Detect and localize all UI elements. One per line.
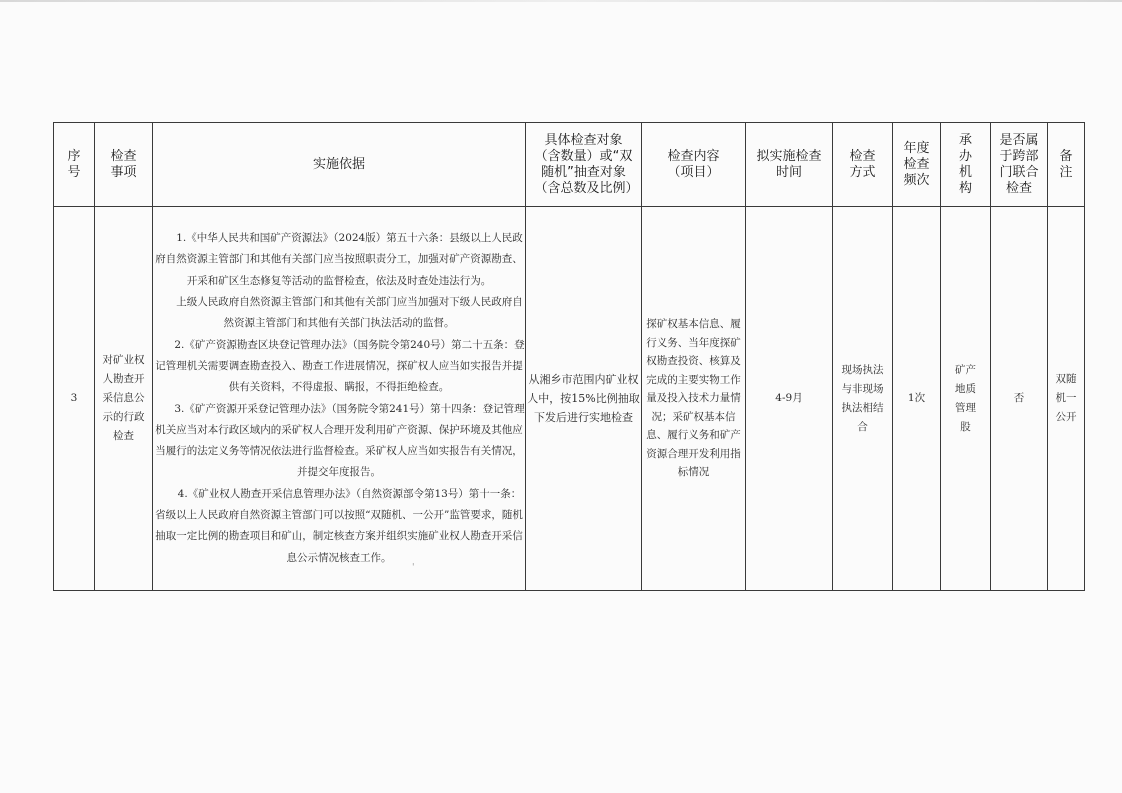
basis-paragraph-2: 上级人民政府自然资源主管部门和其他有关部门应当加强对下级人民政府自然资源主管部门和其他有关部门执法活动的监督。 — [176, 296, 523, 330]
row-index: 3 — [54, 207, 95, 591]
table-row — [54, 207, 1085, 591]
header-object: 具体检查对象（含数量）或“双随机”抽查对象（含总数及比例） — [526, 123, 642, 207]
basis-paragraph-4: 3.《矿产资源开采登记管理办法》（国务院令第241号）第十四条：登记管理机关应当对本行政区域内的采矿权人合理开发利用矿产资源、保护环境及其他应当履行的法定义务等情况依法进行监督检查。采矿权人应当如实报告有关情况，并提交年度报告。 — [155, 402, 525, 479]
header-joint: 是否属于跨部门联合检查 — [991, 123, 1048, 207]
row-remark: 双随机一公开 — [1048, 207, 1085, 591]
header-frequency: 年度检查频次 — [893, 123, 941, 207]
basis-paragraph-1: 1.《中华人民共和国矿产资源法》（2024版）第五十六条：县级以上人民政府自然资源主管部门和其他有关部门应当按照职责分工，加强对矿产资源勘查、开采和矿区生态修复等活动的监督检查，依法及时查处违法行为。 — [155, 232, 523, 287]
header-item: 检查事项 — [95, 123, 153, 207]
basis-paragraph-5: 4.《矿业权人勘查开采信息管理办法》（自然资源部令第13号）第十一条：省级以上人民政府自然资源主管部门可以按照“双随机、一公开”监管要求，随机抽取一定比例的勘查项目和矿山，制定核查方案并组织实施矿业权人勘查开采信息公示情况核查工作。 — [155, 487, 523, 564]
header-time: 拟实施检查时间 — [746, 123, 833, 207]
row-content: 探矿权基本信息、履行义务、当年度探矿权勘查投资、核算及完成的主要实物工作量及投入技术力量情况；采矿权基本信息、履行义务和矿产资源合理开发利用指标情况 — [642, 207, 746, 591]
row-frequency: 1次 — [893, 207, 941, 591]
row-time: 4-9月 — [746, 207, 833, 591]
row-joint: 否 — [991, 207, 1048, 591]
header-basis: 实施依据 — [153, 123, 526, 207]
header-row — [54, 123, 1085, 207]
row-item: 对矿业权人勘查开采信息公示的行政检查 — [95, 207, 153, 591]
row-basis — [153, 207, 526, 591]
scan-edge — [0, 0, 1122, 2]
header-remark: 备注 — [1048, 123, 1085, 207]
stray-mark: ' — [412, 563, 415, 573]
row-method: 现场执法与非现场执法相结合 — [833, 207, 893, 591]
header-agency: 承办机构 — [941, 123, 991, 207]
basis-paragraph-3: 2.《矿产资源勘查区块登记管理办法》（国务院令第240号）第二十五条：登记管理机关需要调查勘查投入、勘查工作进展情况，探矿权人应当如实报告并提供有关资料，不得虚报、瞒报，不得拒绝检查。 — [155, 338, 525, 394]
row-agency: 矿产地质管理股 — [941, 207, 991, 591]
header-content: 检查内容（项目） — [642, 123, 746, 207]
row-object: 从湘乡市范围内矿业权人中，按15%比例抽取下发后进行实地检查 — [526, 207, 642, 591]
header-method: 检查方式 — [833, 123, 893, 207]
inspection-table — [53, 122, 1085, 591]
header-index: 序号 — [54, 123, 95, 207]
